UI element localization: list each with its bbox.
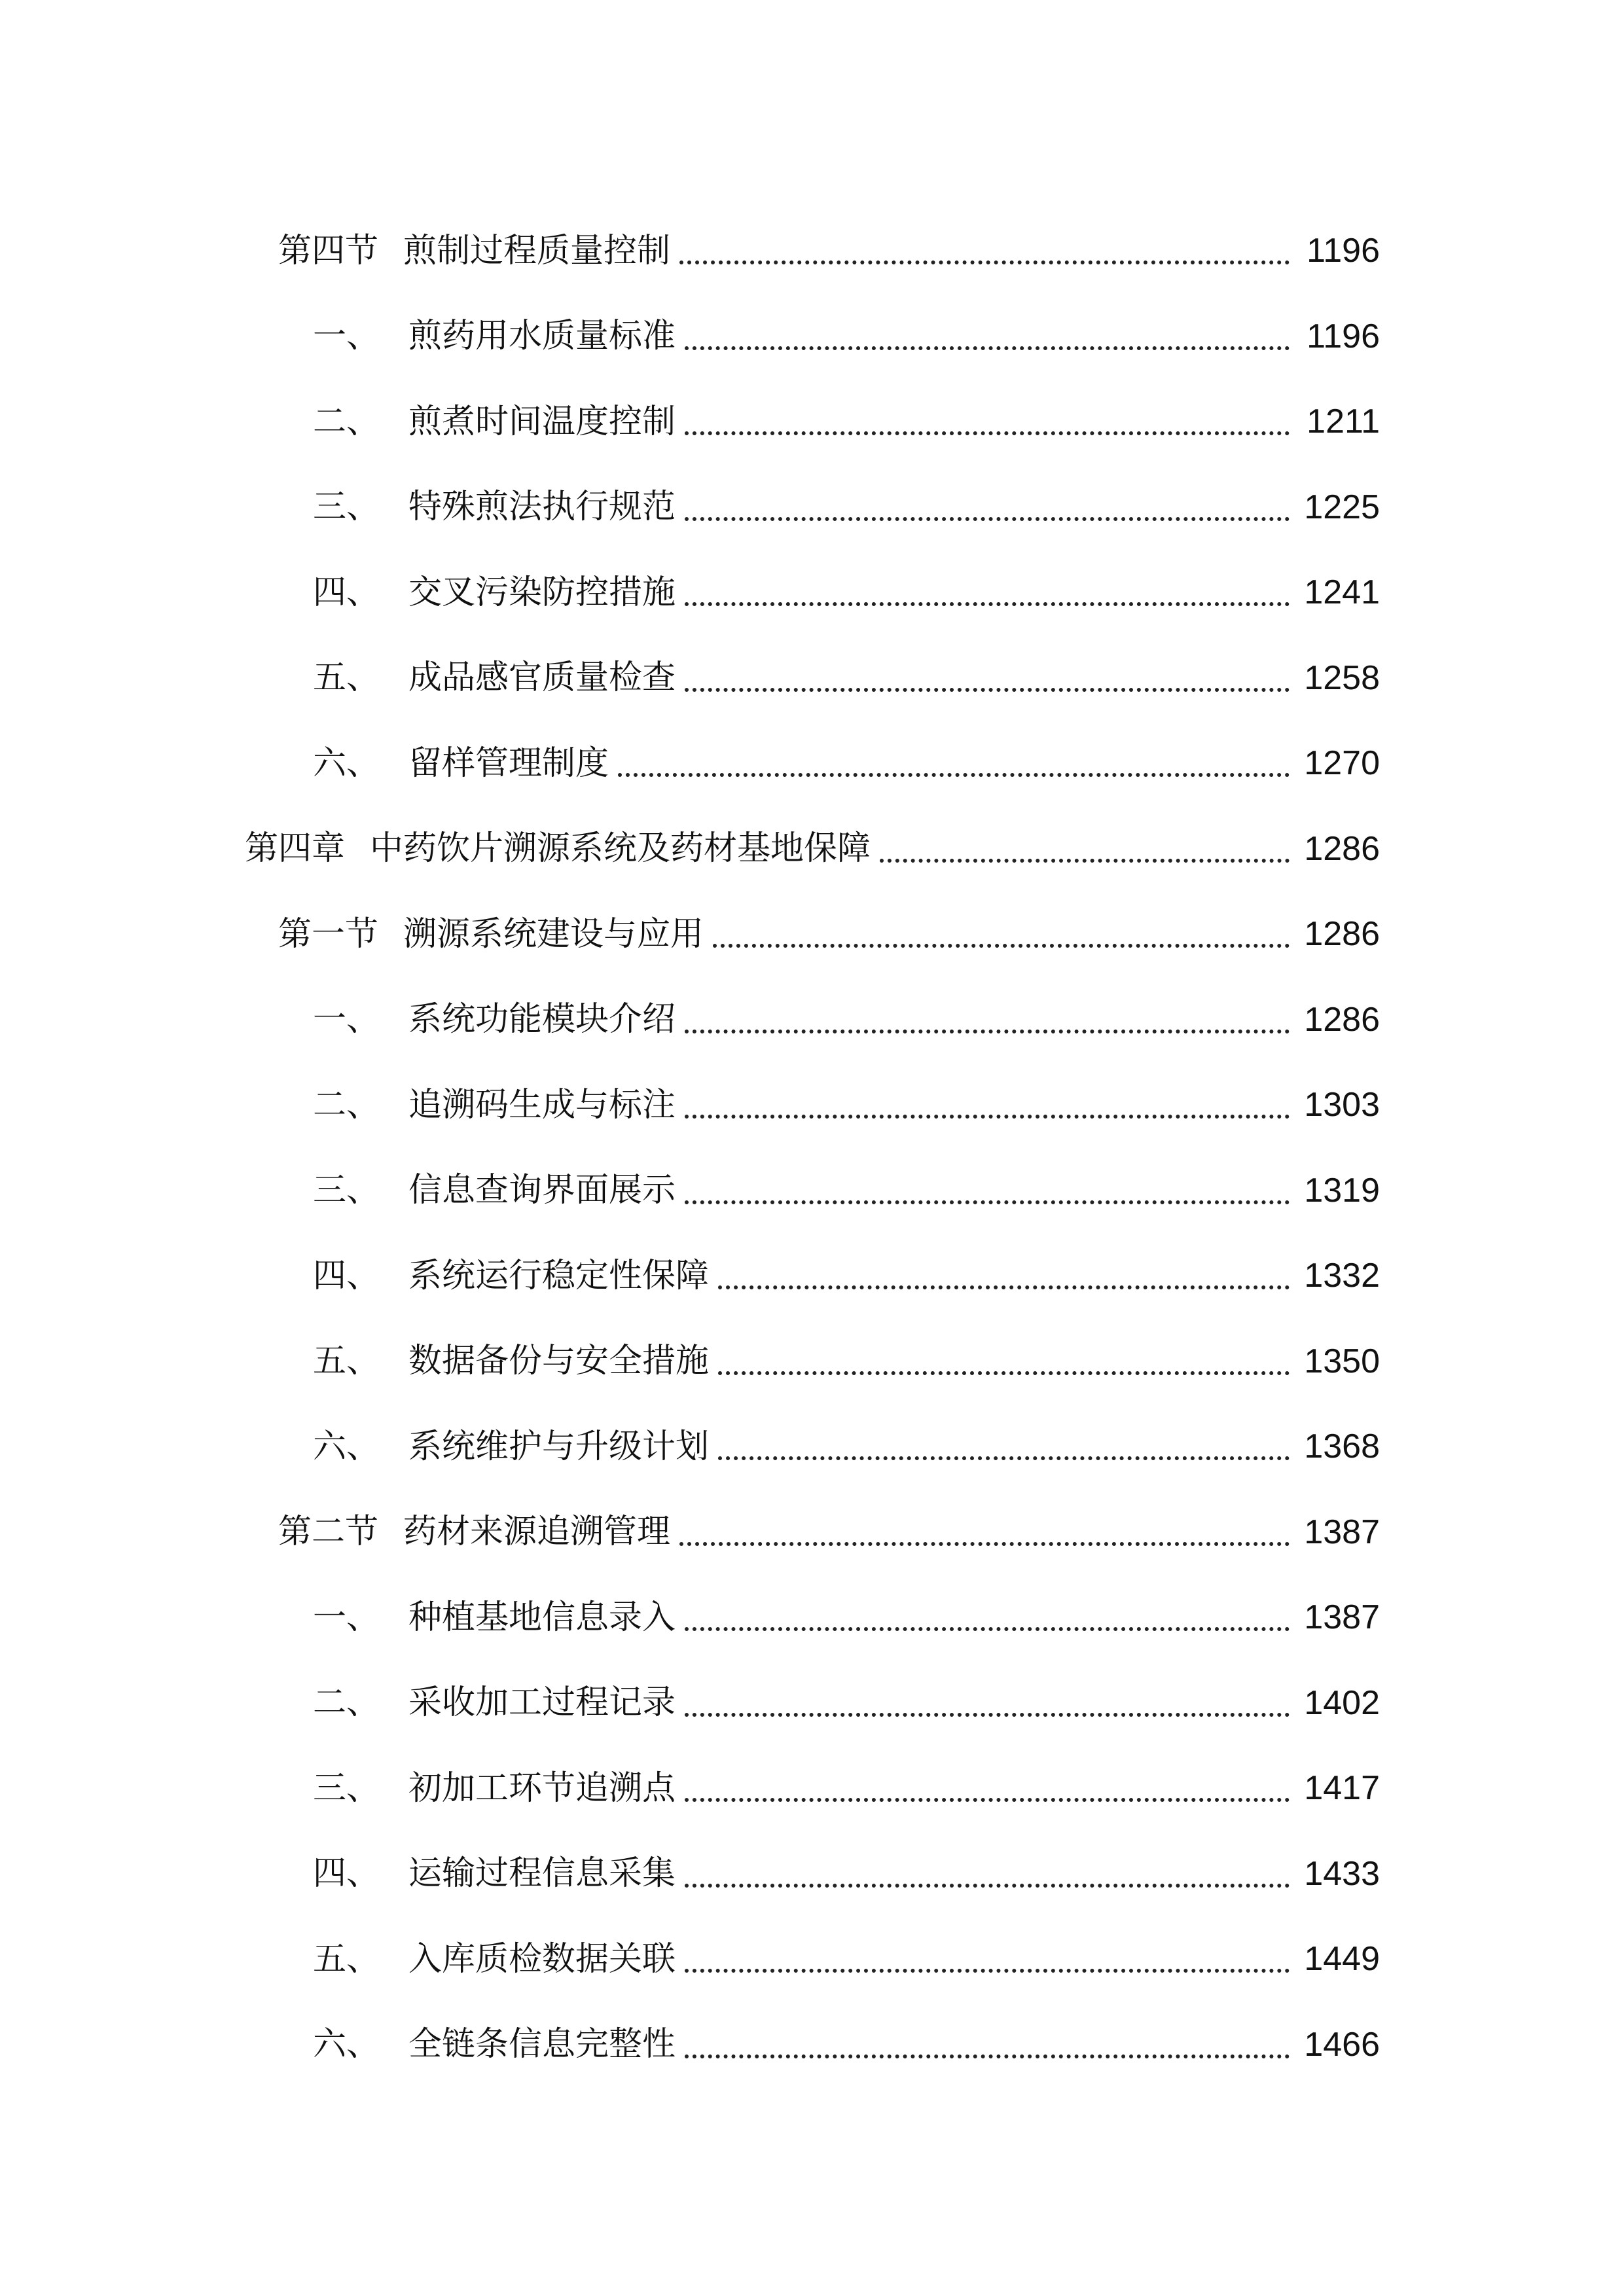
dot-leader [685,1713,1290,1717]
toc-entry-number: 四、 [313,576,408,609]
toc-entry-item[interactable] [0,1148,1380,1234]
dot-leader [713,944,1290,948]
toc-entry-page: 1258 [1293,661,1380,695]
dot-leader [685,2054,1290,2058]
toc-entry-item[interactable] [0,636,1380,721]
toc-entry-page: 1286 [1293,917,1380,951]
toc-entry-number: 六、 [313,1430,408,1463]
toc-entry-title: 交叉污染防控措施 [408,576,681,609]
toc-entry-page: 1241 [1293,575,1380,609]
toc-entry-title: 留样管理制度 [408,747,614,780]
toc-entry-page: 1387 [1293,1600,1380,1634]
toc-entry-number: 第一节 [278,918,384,951]
dot-leader [685,602,1290,606]
toc-entry-number: 一、 [313,319,408,353]
toc-entry-number: 三、 [313,1174,408,1207]
toc-entry-item[interactable] [0,1062,1380,1148]
toc-entry-page: 1332 [1293,1259,1380,1293]
toc-entry-title: 追溯码生成与标注 [408,1088,681,1122]
table-of-contents [0,208,1624,2087]
toc-entry-title: 煎药用水质量标准 [408,319,681,353]
toc-entry-page: 1417 [1293,1771,1380,1805]
toc-entry-title: 系统功能模块介绍 [408,1003,681,1036]
toc-entry-page: 1466 [1293,2028,1380,2062]
dot-leader [685,1798,1290,1802]
toc-entry-item[interactable] [0,465,1380,550]
toc-entry-number: 二、 [313,405,408,439]
toc-entry-number: 五、 [313,1943,408,1976]
toc-entry-page: 1433 [1293,1857,1380,1891]
toc-entry-number: 二、 [313,1088,408,1122]
toc-entry-chapter[interactable] [0,806,1380,892]
toc-entry-number: 六、 [313,2028,408,2061]
toc-entry-item[interactable] [0,2002,1380,2088]
toc-entry-item[interactable] [0,1575,1380,1660]
toc-entry-page: 1286 [1293,832,1380,866]
toc-entry-item[interactable] [0,1319,1380,1405]
toc-entry-title: 初加工环节追溯点 [408,1772,681,1805]
toc-entry-page: 1449 [1293,1942,1380,1976]
dot-leader [685,1115,1290,1119]
dot-leader [685,1884,1290,1888]
toc-entry-number: 二、 [313,1686,408,1719]
toc-entry-number: 五、 [313,1344,408,1378]
toc-entry-section[interactable] [0,208,1380,294]
toc-entry-page: 1270 [1293,746,1380,780]
toc-entry-number: 第二节 [278,1515,384,1549]
toc-entry-item[interactable] [0,294,1380,380]
toc-entry-page: 1319 [1293,1174,1380,1208]
toc-entry-title: 入库质检数据关联 [408,1943,681,1976]
toc-entry-item[interactable] [0,1404,1380,1490]
dot-leader [718,1456,1290,1460]
dot-leader [880,859,1290,863]
toc-entry-number: 三、 [313,1772,408,1805]
toc-entry-item[interactable] [0,379,1380,465]
toc-entry-item[interactable] [0,1660,1380,1746]
toc-entry-page: 1196 [1293,234,1380,268]
dot-leader [718,1371,1290,1375]
dot-leader [679,260,1290,264]
dot-leader [685,1627,1290,1631]
toc-entry-item[interactable] [0,977,1380,1063]
toc-entry-section[interactable] [0,891,1380,977]
toc-entry-title: 煎煮时间温度控制 [408,405,681,439]
toc-entry-section[interactable] [0,1490,1380,1575]
toc-entry-page: 1402 [1293,1686,1380,1720]
dot-leader [718,1285,1290,1289]
toc-entry-number: 一、 [313,1601,408,1634]
toc-entry-title: 特殊煎法执行规范 [408,490,681,524]
toc-entry-title: 中药饮片溯源系统及药材基地保障 [370,832,876,865]
dot-leader [685,517,1290,521]
toc-entry-page: 1303 [1293,1088,1380,1122]
toc-entry-page: 1350 [1293,1344,1380,1378]
dot-leader [685,1969,1290,1973]
toc-entry-item[interactable] [0,1831,1380,1917]
toc-entry-title: 溯源系统建设与应用 [403,918,709,951]
toc-entry-number: 一、 [313,1003,408,1036]
toc-entry-title: 煎制过程质量控制 [403,234,676,268]
toc-entry-number: 六、 [313,747,408,780]
toc-entry-title: 全链条信息完整性 [408,2028,681,2061]
toc-entry-title: 成品感官质量检查 [408,661,681,694]
toc-entry-title: 药材来源追溯管理 [403,1515,676,1549]
toc-entry-number: 五、 [313,661,408,694]
toc-entry-number: 三、 [313,490,408,524]
toc-entry-item[interactable] [0,1746,1380,1831]
toc-entry-item[interactable] [0,1916,1380,2002]
toc-entry-title: 数据备份与安全措施 [408,1344,714,1378]
toc-entry-page: 1211 [1293,404,1380,439]
toc-entry-number: 四、 [313,1857,408,1890]
dot-leader [685,688,1290,692]
toc-entry-item[interactable] [0,721,1380,806]
toc-entry-page: 1368 [1293,1429,1380,1463]
toc-entry-page: 1225 [1293,490,1380,524]
toc-entry-item[interactable] [0,550,1380,636]
toc-entry-title: 运输过程信息采集 [408,1857,681,1890]
toc-entry-item[interactable] [0,1233,1380,1319]
toc-entry-title: 采收加工过程记录 [408,1686,681,1719]
toc-entry-number: 四、 [313,1259,408,1293]
dot-leader [618,773,1290,777]
toc-entry-title: 系统运行稳定性保障 [408,1259,714,1293]
toc-entry-title: 信息查询界面展示 [408,1174,681,1207]
dot-leader [685,1030,1290,1033]
toc-entry-page: 1286 [1293,1003,1380,1037]
toc-entry-number: 第四节 [278,234,384,268]
toc-entry-page: 1387 [1293,1515,1380,1549]
dot-leader [685,431,1290,435]
toc-entry-title: 种植基地信息录入 [408,1601,681,1634]
dot-leader [685,1200,1290,1204]
toc-entry-number: 第四章 [245,832,350,865]
dot-leader [679,1542,1290,1546]
toc-entry-title: 系统维护与升级计划 [408,1430,714,1463]
dot-leader [685,346,1290,350]
toc-entry-page: 1196 [1293,319,1380,353]
